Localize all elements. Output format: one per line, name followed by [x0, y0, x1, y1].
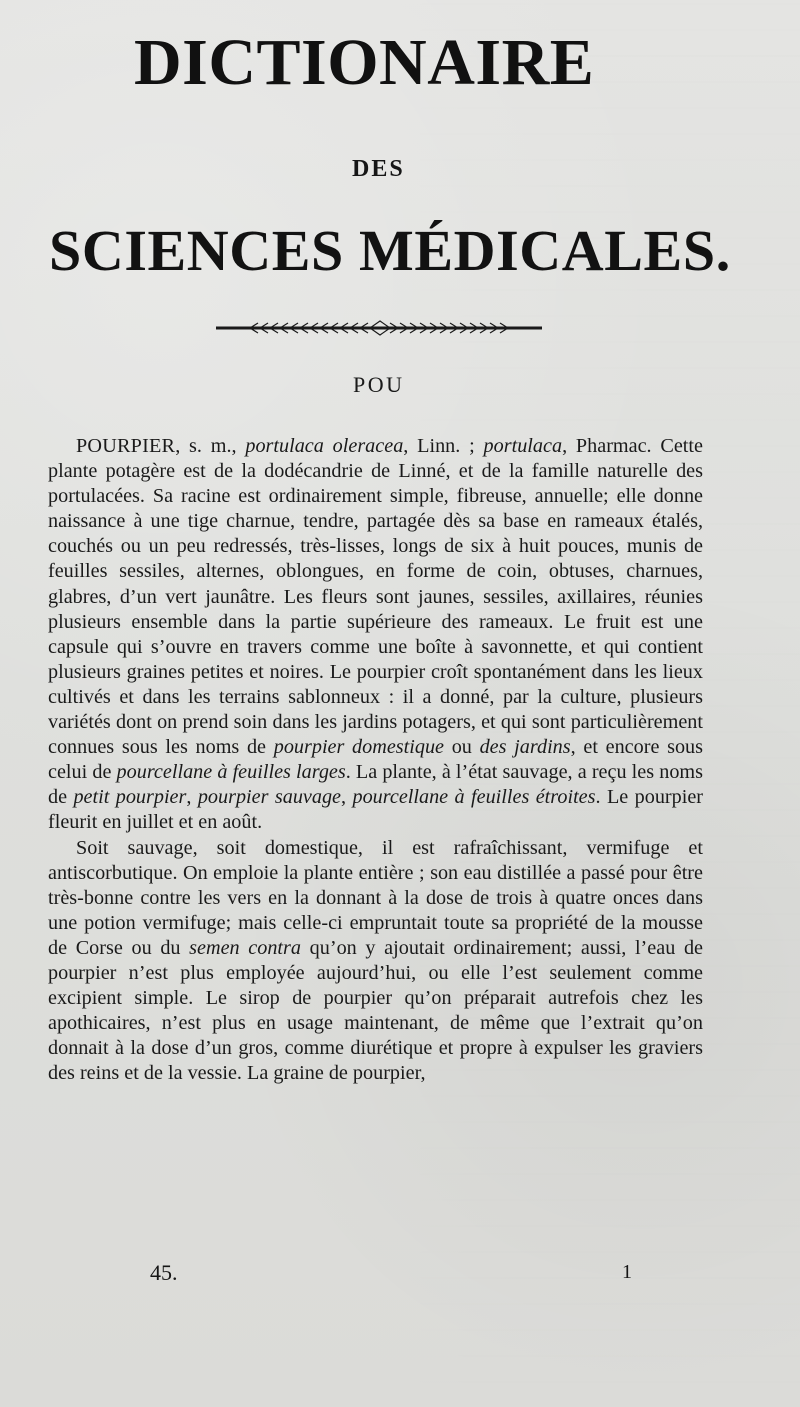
entry-p2-italic: semen contra [189, 936, 301, 959]
entry-p1-mid-5: , [186, 786, 198, 809]
entry-p1-mid-4: . La plante, à l’état sauvage, a reçu les noms de [48, 761, 703, 809]
entry-p1-italic-5: pourcellane à feuilles larges [116, 761, 346, 784]
entry-p1-rest-1: , Pharmac. Cette plante potagère est de la dodécandrie de Linné, et de la famille naturelle des portulacées. Sa racine est ordinairement simple, fibreuse, annuelle; elle donne naissance à une tige charnue, tendre, partagée dès sa base en rameaux étalés, couchés ou un peu redressés, très-lisses, longs de six à huit pouces, munis de feuilles sessiles, alternes, oblongues, en forme de coin, obtuses, charnues, glabres, d’un vert jaunâtre. Les fleurs sont jaunes, sessiles, axillaires, réunies plusieurs ensemble dans la partie supérieure des rameaux. Le fruit est une capsule qui s’ouvre en travers comme une boîte à savonnette, et qui contient plusieurs graines petites et noires. Le pourpier croît spontanément dans les lieux cultivés et dans les terrains sablonneux : il a donné, par la culture, plusieurs variétés dont on prend soin dans les jardins potagers, et qui sont particulièrement connues sous les noms de [48, 435, 703, 759]
entry-p1-italic-4: des jardins [479, 736, 571, 759]
book-title-subtitle: SCIENCES MÉDICALES. [49, 218, 731, 283]
entry-p1-italic-1: portulaca oleracea [245, 435, 404, 457]
entry-paragraph-2 [48, 836, 703, 1087]
entry-p1-end: . Le pourpier fleurit en juillet et en août. [48, 786, 704, 834]
signature-mark: 45. [150, 1260, 178, 1285]
entry-p1-italic-6: petit pourpier [73, 786, 187, 809]
entry-paragraph-1 [48, 434, 703, 836]
running-head: POU [353, 372, 405, 397]
book-title-main: DICTIONAIRE [134, 26, 595, 99]
entry-p1-italic-2: portulaca [483, 435, 563, 457]
entry-p1-mid-2: ou [444, 736, 480, 759]
entry-p2-start: Soit sauvage, soit domestique, il est rafraîchissant, vermifuge et antiscorbutique. On emploie la plante entière ; son eau distillée a passé pour être très-bonne contre les vers en la donnant à la dose de trois à quatre onces dans une potion vermifuge; mais celle-ci empruntait toute sa propriété de la mousse de Corse ou du [48, 836, 703, 959]
dictionary-entry-text [48, 434, 703, 1086]
entry-term: POURPIER [76, 435, 176, 457]
book-title-des: DES [352, 156, 405, 182]
entry-p1-after-term: , s. m., [175, 435, 246, 457]
decorative-ornament-divider [216, 318, 542, 338]
page-marker: 1 [622, 1261, 632, 1283]
entry-p1-italic-8: pourcellane à feuilles étroites [352, 786, 596, 809]
entry-p1-italic-3: pourpier domestique [273, 736, 445, 759]
entry-p1-mid-1: , Linn. ; [403, 435, 484, 457]
entry-p1-italic-7: pourpier sauvage [197, 786, 342, 809]
entry-p1-mid-6: , [341, 786, 353, 809]
entry-p1-mid-3: , et encore sous celui de [48, 736, 704, 784]
entry-p2-end: qu’on y ajoutait ordinairement; aussi, l’eau de pourpier n’est plus employée aujourd’hui, ou elle l’est seulement comme excipient simple. Le sirop de pourpier qu’on préparait autrefois chez les apothicaires, n’est plus en usage maintenant, de même que l’extrait qu’on donnait à la dose d’un gros, comme diurétique et propre à expulser les graviers des reins et de la vessie. La graine de pourpier, [48, 936, 704, 1085]
